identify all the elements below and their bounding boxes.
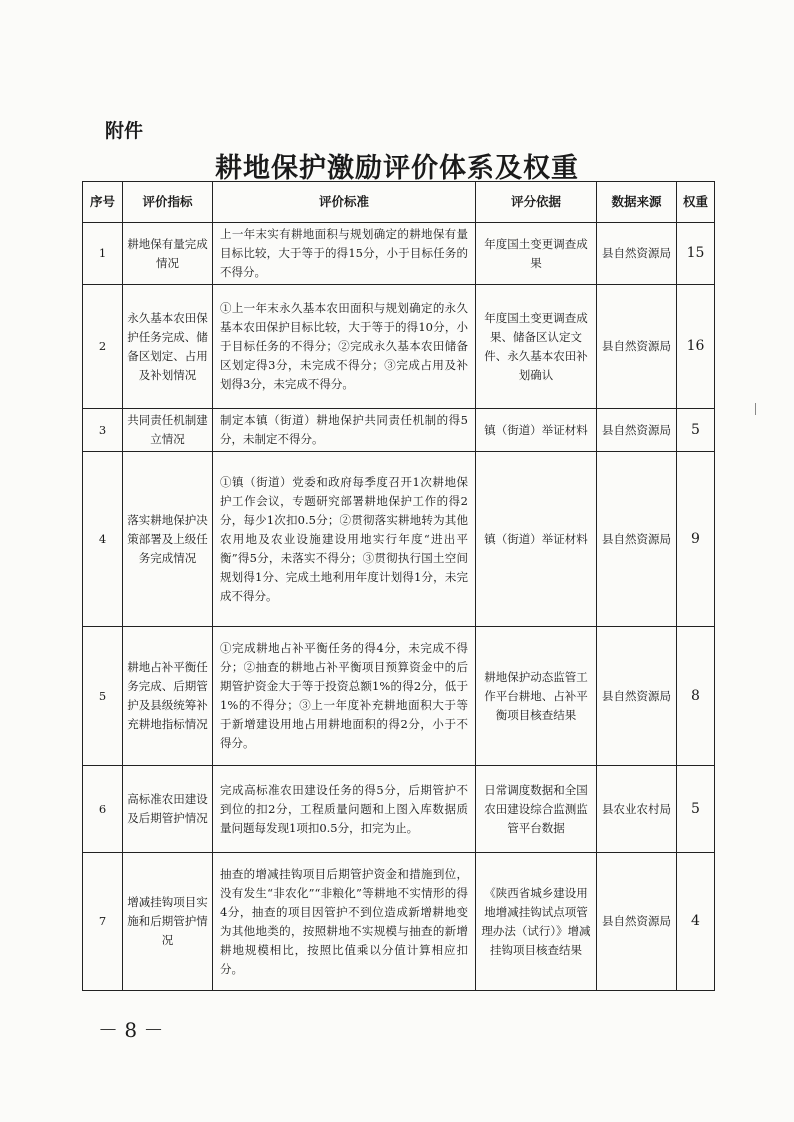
row-source: 县自然资源局 [597,627,677,766]
margin-mark [755,403,756,415]
row-indicator: 永久基本农田保护任务完成、储备区划定、占用及补划情况 [123,285,213,409]
row-weight: 8 [677,627,715,766]
row-weight: 9 [677,452,715,627]
table-row [83,627,715,766]
row-basis: 日常调度数据和全国农田建设综合监测监管平台数据 [476,766,597,853]
row-standard: ①完成耕地占补平衡任务的得4分，未完成不得分；②抽查的耕地占补平衡项目预算资金中的后期管护资金大于等于投资总额1%的得2分，低于1%的不得分；③上一年度补充耕地面积大于等于新增建设用地占用耕地面积的得2分，小于不得分。 [213,627,476,766]
header-seq: 序号 [83,182,123,223]
table-row [83,409,715,452]
row-standard: ①上一年末永久基本农田面积与规划确定的永久基本农田保护目标比较，大于等于的得10分，小于目标任务的不得分；②完成永久基本农田储备区划定得3分，未完成不得分；③完成占用及补划得3分，未完成不得分。 [213,285,476,409]
row-weight: 5 [677,409,715,452]
document-title: 耕地保护激励评价体系及权重 [215,153,579,184]
row-basis: 镇（街道）举证材料 [476,452,597,627]
table-row [83,223,715,285]
row-weight: 15 [677,223,715,285]
header-standard: 评价标准 [213,182,476,223]
row-basis: 年度国土变更调查成果 [476,223,597,285]
row-source: 县自然资源局 [597,223,677,285]
row-basis: 镇（街道）举证材料 [476,409,597,452]
row-source: 县自然资源局 [597,452,677,627]
header-source: 数据来源 [597,182,677,223]
row-standard: 上一年末实有耕地面积与规划确定的耕地保有量目标比较，大于等于的得15分，小于目标任务的不得分。 [213,223,476,285]
row-seq: 7 [83,853,123,991]
row-standard: 完成高标准农田建设任务的得5分，后期管护不到位的扣2分，工程质量问题和上图入库数据质量问题每发现1项扣0.5分，扣完为止。 [213,766,476,853]
table-row [83,766,715,853]
table-row [83,452,715,627]
header-basis: 评分依据 [476,182,597,223]
row-standard: 抽查的增减挂钩项目后期管护资金和措施到位，没有发生“非农化”“非粮化”等耕地不实情形的得4分，抽查的项目因管护不到位造成新增耕地变为其他地类的，按照耕地不实规模与抽查的新增耕地规模相比，按照比值乘以分值计算相应扣分。 [213,853,476,991]
attachment-label: 附件 [105,120,144,142]
row-source: 县自然资源局 [597,285,677,409]
row-indicator: 高标准农田建设及后期管护情况 [123,766,213,853]
header-weight: 权重 [677,182,715,223]
row-indicator: 增减挂钩项目实施和后期管护情况 [123,853,213,991]
row-source: 县自然资源局 [597,853,677,991]
row-seq: 3 [83,409,123,452]
row-seq: 2 [83,285,123,409]
header-indicator: 评价指标 [123,182,213,223]
row-weight: 4 [677,853,715,991]
row-standard: ①镇（街道）党委和政府每季度召开1次耕地保护工作会议，专题研究部署耕地保护工作的得2分，每少1次扣0.5分；②贯彻落实耕地转为其他农用地及农业设施建设用地实行年度“进出平衡”得5分，未落实不得分；③贯彻执行国土空间规划得1分、完成土地利用年度计划得1分，未完成不得分。 [213,452,476,627]
row-seq: 6 [83,766,123,853]
row-indicator: 落实耕地保护决策部署及上级任务完成情况 [123,452,213,627]
row-source: 县农业农村局 [597,766,677,853]
table-row [83,853,715,991]
page-number: － 8 － [98,1018,164,1042]
row-basis: 耕地保护动态监管工作平台耕地、占补平衡项目核查结果 [476,627,597,766]
row-weight: 16 [677,285,715,409]
row-seq: 5 [83,627,123,766]
row-indicator: 耕地保有量完成情况 [123,223,213,285]
evaluation-table [82,181,715,991]
row-seq: 1 [83,223,123,285]
row-standard: 制定本镇（街道）耕地保护共同责任机制的得5分，未制定不得分。 [213,409,476,452]
table-header-row [83,182,715,223]
row-basis: 《陕西省城乡建设用地增减挂钩试点项管理办法（试行）》增减挂钩项目核查结果 [476,853,597,991]
row-source: 县自然资源局 [597,409,677,452]
row-weight: 5 [677,766,715,853]
row-indicator: 耕地占补平衡任务完成、后期管护及县级统筹补充耕地指标情况 [123,627,213,766]
row-basis: 年度国土变更调查成果、储备区认定文件、永久基本农田补划确认 [476,285,597,409]
row-seq: 4 [83,452,123,627]
row-indicator: 共同责任机制建立情况 [123,409,213,452]
table-row [83,285,715,409]
